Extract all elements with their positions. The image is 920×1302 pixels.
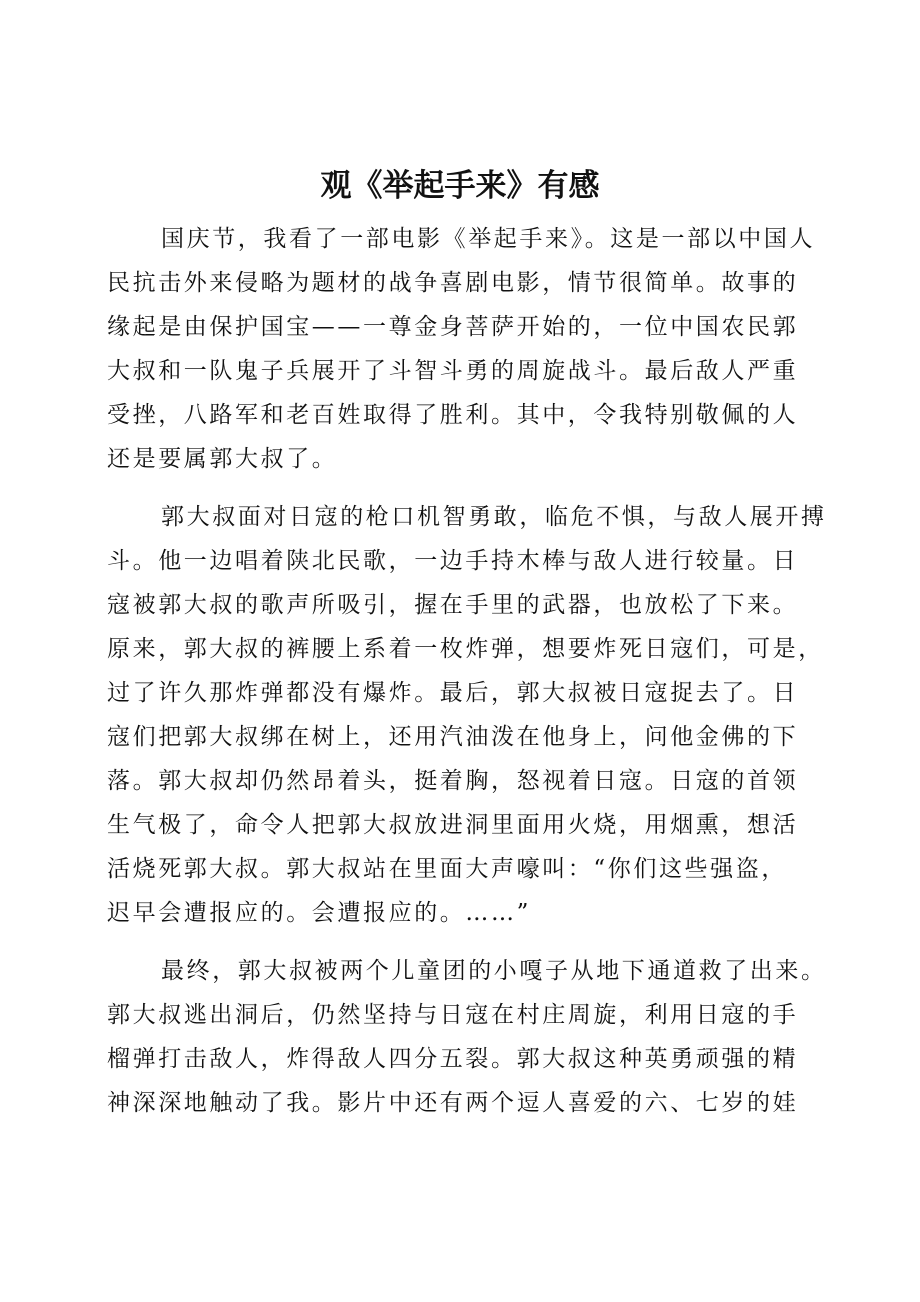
paragraph-1 [107, 217, 827, 481]
text-line: 落。郭大叔却仍然昂着头，挺着胸，怒视着日寇。日寇的首领 [107, 768, 799, 794]
text-line: 神深深地触动了我。影片中还有两个逗人喜爱的六、七岁的娃 [107, 1090, 799, 1116]
text-line: 榴弹打击敌人，炸得敌人四分五裂。郭大叔这种英勇顽强的精 [107, 1046, 799, 1072]
text-line: 原来，郭大叔的裤腰上系着一枚炸弹，想要炸死日寇们，可是， [107, 636, 824, 662]
text-line: 缘起是由保护国宝——一尊金身菩萨开始的，一位中国农民郭 [107, 314, 799, 340]
text-line: 郭大叔面对日寇的枪口机智勇敢，临危不惧，与敌人展开搏 [161, 504, 827, 530]
text-line: 生气极了，命令人把郭大叔放进洞里面用火烧，用烟熏，想活 [107, 812, 799, 838]
text-line: 寇们把郭大叔绑在树上，还用汽油泼在他身上，问他金佛的下 [107, 724, 799, 750]
text-line: 最终，郭大叔被两个儿童团的小嘎子从地下通道救了出来。 [161, 958, 827, 984]
document-title: 观《举起手来》有感 [320, 168, 600, 204]
text-line: 活烧死郭大叔。郭大叔站在里面大声嚎叫：“你们这些强盗， [107, 856, 787, 882]
text-line: 迟早会遭报应的。会遭报应的。……” [107, 900, 531, 926]
paragraph-3 [107, 949, 827, 1125]
text-line: 过了许久那炸弹都没有爆炸。最后，郭大叔被日寇捉去了。日 [107, 680, 799, 706]
text-line: 受挫，八路军和老百姓取得了胜利。其中，令我特别敬佩的人 [107, 402, 799, 428]
text-line: 还是要属郭大叔了。 [107, 446, 338, 472]
text-line: 寇被郭大叔的歌声所吸引，握在手里的武器，也放松了下来。 [107, 592, 799, 618]
text-line: 民抗击外来侵略为题材的战争喜剧电影，情节很简单。故事的 [107, 270, 799, 296]
text-line: 郭大叔逃出洞后，仍然坚持与日寇在村庄周旋，利用日寇的手 [107, 1002, 799, 1028]
paragraph-2 [107, 495, 827, 935]
text-line: 大叔和一队鬼子兵展开了斗智斗勇的周旋战斗。最后敌人严重 [107, 358, 799, 384]
text-line: 国庆节，我看了一部电影《举起手来》。这是一部以中国人 [161, 226, 816, 252]
text-line: 斗。他一边唱着陕北民歌，一边手持木棒与敌人进行较量。日 [107, 548, 799, 574]
